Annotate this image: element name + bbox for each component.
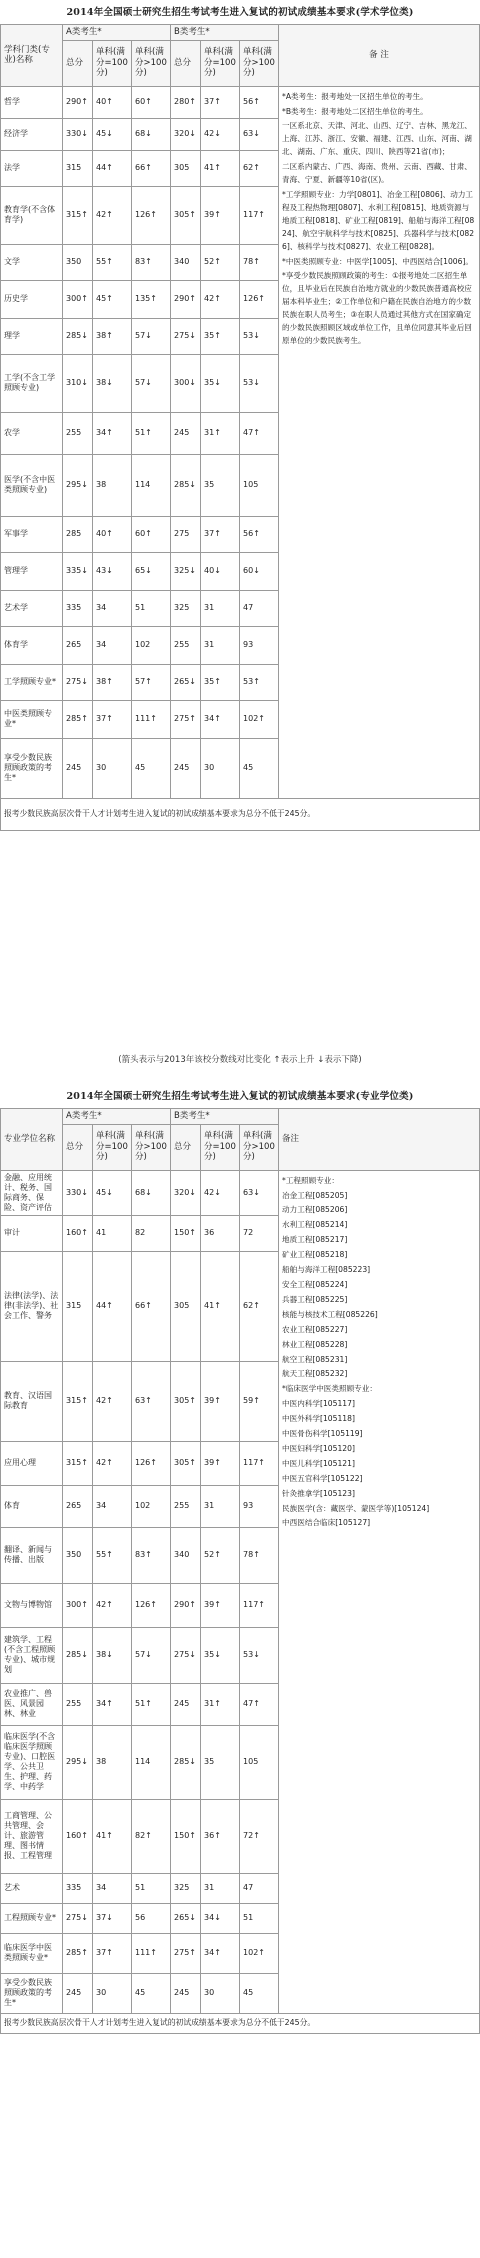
b-single-gt-cell: 78↑: [240, 1527, 279, 1583]
category-cell: 理学: [1, 318, 63, 354]
b-single-le-cell: 31↑: [201, 1683, 240, 1725]
category-cell: 翻译、新闻与传播、出版: [1, 1527, 63, 1583]
a-single-le-cell: 55↑: [93, 1527, 132, 1583]
b-single-le-cell: 31: [201, 626, 240, 664]
b-single-le-cell: 35: [201, 454, 240, 516]
b-single-gt-cell: 45: [240, 1973, 279, 2013]
footer-note: 报考少数民族高层次骨干人才计划考生进入复试的初试成绩基本要求为总分不低于245分。: [1, 798, 480, 830]
category-cell: 体育: [1, 1485, 63, 1527]
b-single-le-cell: 35↓: [201, 354, 240, 412]
a-total-header: 总分: [63, 40, 93, 86]
a-single-le-cell: 45↓: [93, 118, 132, 150]
b-total-cell: 320↓: [171, 118, 201, 150]
a-single-gt-cell: 126↑: [132, 186, 171, 244]
category-cell: 法学: [1, 150, 63, 186]
b-single-le-header: 单科(满分=100分): [201, 1124, 240, 1170]
note-line: 二区系内蒙古、广西、海南、贵州、云南、西藏、甘肃、青海、宁夏、新疆等10省(区)。: [282, 162, 472, 185]
a-single-gt-cell: 60↑: [132, 86, 171, 118]
academic-table: [0, 24, 480, 831]
b-single-gt-cell: 53↓: [240, 1627, 279, 1683]
a-single-gt-cell: 114: [132, 454, 171, 516]
a-single-le-cell: 34: [93, 1485, 132, 1527]
b-single-le-cell: 41↑: [201, 1251, 240, 1361]
b-single-le-cell: 30: [201, 738, 240, 798]
b-single-le-cell: 31: [201, 1485, 240, 1527]
a-total-cell: 350: [63, 1527, 93, 1583]
b-single-gt-cell: 117↑: [240, 186, 279, 244]
a-single-le-cell: 43↓: [93, 552, 132, 590]
a-single-gt-cell: 45: [132, 738, 171, 798]
b-single-le-cell: 42↑: [201, 280, 240, 318]
a-total-cell: 285: [63, 516, 93, 552]
a-total-cell: 315: [63, 150, 93, 186]
a-single-gt-cell: 56: [132, 1903, 171, 1933]
b-single-le-cell: 31: [201, 590, 240, 626]
a-total-cell: 300↑: [63, 1583, 93, 1627]
a-single-le-cell: 44↑: [93, 150, 132, 186]
note-line: 矿业工程[085218]: [282, 1250, 348, 1260]
b-total-cell: 305↑: [171, 186, 201, 244]
a-single-gt-cell: 65↓: [132, 552, 171, 590]
category-cell: 工学照顾专业*: [1, 664, 63, 700]
b-single-le-cell: 37↑: [201, 516, 240, 552]
a-single-gt-cell: 83↑: [132, 244, 171, 280]
b-single-gt-cell: 45: [240, 738, 279, 798]
b-single-le-cell: 34↓: [201, 1903, 240, 1933]
a-single-gt-cell: 60↑: [132, 516, 171, 552]
a-single-gt-cell: 111↑: [132, 1933, 171, 1973]
b-single-gt-cell: 62↑: [240, 150, 279, 186]
note-header: 备注: [279, 1109, 480, 1171]
b-single-le-cell: 35: [201, 1725, 240, 1799]
b-total-cell: 305: [171, 150, 201, 186]
a-single-le-header: 单科(满分=100分): [93, 1124, 132, 1170]
a-total-cell: 295↓: [63, 1725, 93, 1799]
b-total-cell: 255: [171, 1485, 201, 1527]
b-single-gt-cell: 117↑: [240, 1441, 279, 1485]
category-cell: 艺术学: [1, 590, 63, 626]
a-total-cell: 335: [63, 590, 93, 626]
a-single-le-cell: 34↑: [93, 412, 132, 454]
b-single-le-cell: 36↑: [201, 1799, 240, 1873]
note-line: 航空工程[085231]: [282, 1354, 348, 1364]
b-single-gt-header: 单科(满分>100分): [240, 40, 279, 86]
a-total-cell: 255: [63, 412, 93, 454]
note-line: 核能与核技术工程[085226]: [282, 1309, 378, 1319]
b-single-gt-cell: 105: [240, 454, 279, 516]
zone-b-header: B类考生*: [171, 1109, 279, 1125]
b-single-gt-cell: 56↑: [240, 516, 279, 552]
a-total-cell: 335↓: [63, 552, 93, 590]
professional-table: [0, 1108, 480, 2034]
zone-a-header: A类考生*: [63, 1109, 171, 1125]
b-single-le-cell: 37↑: [201, 86, 240, 118]
a-total-cell: 350: [63, 244, 93, 280]
a-total-cell: 285↑: [63, 1933, 93, 1973]
b-single-gt-cell: 93: [240, 1485, 279, 1527]
zone-a-header: A类考生*: [63, 25, 171, 41]
a-single-gt-cell: 57↑: [132, 664, 171, 700]
b-single-gt-cell: 102↑: [240, 700, 279, 738]
a-single-le-cell: 42↑: [93, 1441, 132, 1485]
a-single-gt-cell: 51↑: [132, 412, 171, 454]
a-total-cell: 285↑: [63, 700, 93, 738]
a-total-cell: 335: [63, 1873, 93, 1903]
category-cell: 艺术: [1, 1873, 63, 1903]
a-total-cell: 285↓: [63, 318, 93, 354]
category-cell: 军事学: [1, 516, 63, 552]
category-cell: 农业推广、兽医、风景园林、林业: [1, 1683, 63, 1725]
a-single-le-cell: 34: [93, 1873, 132, 1903]
category-cell: 工商管理、公共管理、会计、旅游管理、图书情报、工程管理: [1, 1799, 63, 1873]
category-cell: 应用心理: [1, 1441, 63, 1485]
b-total-cell: 305: [171, 1251, 201, 1361]
a-total-cell: 160↑: [63, 1215, 93, 1251]
a-single-gt-cell: 45: [132, 1973, 171, 2013]
a-single-le-cell: 38↓: [93, 354, 132, 412]
a-total-cell: 315: [63, 1251, 93, 1361]
category-cell: 医学(不含中医类照顾专业): [1, 454, 63, 516]
category-cell: 工程照顾专业*: [1, 1903, 63, 1933]
b-total-cell: 320↓: [171, 1170, 201, 1215]
a-total-cell: 275↓: [63, 1903, 93, 1933]
note-line: 水利工程[085214]: [282, 1220, 348, 1230]
category-cell: 中医类照顾专业*: [1, 700, 63, 738]
a-single-gt-cell: 82: [132, 1215, 171, 1251]
a-single-gt-cell: 51↑: [132, 1683, 171, 1725]
category-cell: 教育、汉语国际教育: [1, 1361, 63, 1441]
note-line: 冶金工程[085205]: [282, 1190, 348, 1200]
footer-row: [1, 2013, 480, 2033]
b-single-gt-cell: 47↑: [240, 412, 279, 454]
a-single-le-cell: 55↑: [93, 244, 132, 280]
a-single-le-cell: 38↑: [93, 318, 132, 354]
a-single-le-cell: 30: [93, 1973, 132, 2013]
b-total-cell: 290↑: [171, 1583, 201, 1627]
category-cell: 审计: [1, 1215, 63, 1251]
category-cell: 建筑学、工程(不含工程照顾专业)、城市规划: [1, 1627, 63, 1683]
a-total-cell: 300↑: [63, 280, 93, 318]
b-single-gt-cell: 63↓: [240, 1170, 279, 1215]
a-single-gt-cell: 57↓: [132, 318, 171, 354]
note-line: 动力工程[085206]: [282, 1205, 348, 1215]
a-single-le-cell: 42↑: [93, 1361, 132, 1441]
a-total-cell: 245: [63, 1973, 93, 2013]
table-row: [1, 1170, 480, 1215]
note-line: 针灸推拿学[105123]: [282, 1488, 355, 1498]
a-total-cell: 290↑: [63, 86, 93, 118]
b-single-gt-cell: 59↑: [240, 1361, 279, 1441]
b-total-cell: 305↑: [171, 1361, 201, 1441]
a-single-le-cell: 41↑: [93, 1799, 132, 1873]
note-line: *工学照顾专业：力学[0801]、冶金工程[0806]、动力工程及工程热物理[0807]、水利工程[0815]、地质资源与地质工程[0818]、矿业工程[0819]、船舶与海洋工程[0824]、航空宇航科学与技术[0825]、兵器科学与技术[0826]、核科学与技术[0827]、农业工程[0828]。: [282, 189, 475, 251]
academic-title: 2014年全国硕士研究生招生考试考生进入复试的初试成绩基本要求(学术学位类): [66, 7, 414, 18]
b-single-le-cell: 42↓: [201, 1170, 240, 1215]
a-single-gt-cell: 126↑: [132, 1441, 171, 1485]
professional-title: 2014年全国硕士研究生招生考试考生进入复试的初试成绩基本要求(专业学位类): [66, 1091, 414, 1102]
a-single-gt-cell: 111↑: [132, 700, 171, 738]
a-single-le-cell: 41: [93, 1215, 132, 1251]
note-line: 中医儿科学[105121]: [282, 1458, 355, 1468]
b-single-gt-cell: 62↑: [240, 1251, 279, 1361]
b-single-gt-cell: 53↓: [240, 354, 279, 412]
b-single-le-cell: 31↑: [201, 412, 240, 454]
category-cell: 金融、应用统计、税务、国际商务、保险、资产评估: [1, 1170, 63, 1215]
b-total-cell: 325: [171, 1873, 201, 1903]
category-cell: 体育学: [1, 626, 63, 664]
note-line: 农业工程[085227]: [282, 1324, 348, 1334]
category-cell: 管理学: [1, 552, 63, 590]
b-single-le-cell: 41↑: [201, 150, 240, 186]
a-total-cell: 315↑: [63, 1361, 93, 1441]
b-single-le-header: 单科(满分=100分): [201, 40, 240, 86]
b-total-cell: 265↓: [171, 664, 201, 700]
b-total-cell: 150↑: [171, 1215, 201, 1251]
a-single-gt-header: 单科(满分>100分): [132, 1124, 171, 1170]
b-total-cell: 245: [171, 738, 201, 798]
a-single-le-cell: 30: [93, 738, 132, 798]
a-single-le-header: 单科(满分=100分): [93, 40, 132, 86]
a-total-cell: 255: [63, 1683, 93, 1725]
a-total-cell: 330↓: [63, 1170, 93, 1215]
b-total-cell: 325: [171, 590, 201, 626]
b-single-le-cell: 34↑: [201, 1933, 240, 1973]
note-line: *工程照顾专业：: [282, 1175, 339, 1185]
b-single-gt-cell: 63↓: [240, 118, 279, 150]
footer-row: [1, 798, 480, 830]
note-line: *中医类照顾专业：中医学[1005]、中西医结合[1006]。: [282, 256, 474, 266]
b-total-cell: 285↓: [171, 1725, 201, 1799]
b-single-gt-cell: 56↑: [240, 86, 279, 118]
b-single-gt-cell: 102↑: [240, 1933, 279, 1973]
category-header: 专业学位名称: [1, 1109, 63, 1171]
b-single-le-cell: 39↑: [201, 1441, 240, 1485]
b-single-gt-cell: 47↑: [240, 1683, 279, 1725]
note-line: 民族医学(含：藏医学、蒙医学等)[105124]: [282, 1503, 430, 1513]
a-single-gt-cell: 83↑: [132, 1527, 171, 1583]
b-total-cell: 325↓: [171, 552, 201, 590]
b-single-gt-header: 单科(满分>100分): [240, 1124, 279, 1170]
a-single-gt-cell: 82↑: [132, 1799, 171, 1873]
b-total-cell: 275↑: [171, 700, 201, 738]
note-line: 船舶与海洋工程[085223]: [282, 1265, 371, 1275]
a-single-le-cell: 38: [93, 1725, 132, 1799]
b-total-cell: 275↓: [171, 1627, 201, 1683]
a-single-le-cell: 45↑: [93, 280, 132, 318]
b-single-le-cell: 30: [201, 1973, 240, 2013]
b-total-cell: 150↑: [171, 1799, 201, 1873]
b-single-gt-cell: 53↓: [240, 318, 279, 354]
a-single-le-cell: 45↓: [93, 1170, 132, 1215]
legend-text: (箭头表示与2013年该校分数线对比变化 ↑表示上升 ↓表示下降): [118, 1055, 362, 1065]
category-cell: 文物与博物馆: [1, 1583, 63, 1627]
category-cell: 经济学: [1, 118, 63, 150]
a-total-cell: 160↑: [63, 1799, 93, 1873]
category-header: 学科门类(专业)名称: [1, 25, 63, 87]
a-single-le-cell: 34↑: [93, 1683, 132, 1725]
b-single-le-cell: 35↑: [201, 318, 240, 354]
b-total-cell: 285↓: [171, 454, 201, 516]
b-single-le-cell: 52↑: [201, 1527, 240, 1583]
a-single-gt-cell: 126↑: [132, 1583, 171, 1627]
b-single-gt-cell: 93: [240, 626, 279, 664]
b-single-le-cell: 39↑: [201, 1583, 240, 1627]
a-total-cell: 245: [63, 738, 93, 798]
b-single-gt-cell: 47: [240, 1873, 279, 1903]
b-single-le-cell: 35↓: [201, 1627, 240, 1683]
b-total-cell: 245: [171, 412, 201, 454]
category-cell: 临床医学(不含临床医学照顾专业)、口腔医学、公共卫生、护理、药学、中药学: [1, 1725, 63, 1799]
note-line: 中医外科学[105118]: [282, 1414, 355, 1424]
note-line: 航天工程[085232]: [282, 1369, 348, 1379]
note-line: 中医五官科学[105122]: [282, 1473, 363, 1483]
a-single-le-cell: 38↑: [93, 664, 132, 700]
b-single-le-cell: 39↑: [201, 1361, 240, 1441]
note-line: 地质工程[085217]: [282, 1235, 348, 1245]
a-single-le-cell: 40↑: [93, 516, 132, 552]
note-line: *临床医学中医类照顾专业：: [282, 1384, 377, 1394]
b-total-cell: 275↑: [171, 1933, 201, 1973]
a-total-cell: 310↓: [63, 354, 93, 412]
a-single-gt-cell: 102: [132, 1485, 171, 1527]
notes-cell: [279, 86, 480, 798]
category-cell: 哲学: [1, 86, 63, 118]
a-single-le-cell: 37↑: [93, 700, 132, 738]
b-total-cell: 340: [171, 1527, 201, 1583]
a-single-gt-cell: 57↓: [132, 1627, 171, 1683]
b-single-gt-cell: 78↑: [240, 244, 279, 280]
note-line: 中医妇科学[105120]: [282, 1443, 355, 1453]
category-cell: 历史学: [1, 280, 63, 318]
table-row: [1, 86, 480, 118]
category-cell: 享受少数民族照顾政策的考生*: [1, 738, 63, 798]
note-line: 安全工程[085224]: [282, 1279, 348, 1289]
b-single-le-cell: 39↑: [201, 186, 240, 244]
a-total-cell: 285↓: [63, 1627, 93, 1683]
b-single-le-cell: 36: [201, 1215, 240, 1251]
note-line: 中医内科学[105117]: [282, 1399, 355, 1409]
b-total-cell: 265↓: [171, 1903, 201, 1933]
a-single-le-cell: 34: [93, 590, 132, 626]
a-single-gt-cell: 66↑: [132, 150, 171, 186]
b-single-le-cell: 34↑: [201, 700, 240, 738]
note-line: 兵器工程[085225]: [282, 1294, 348, 1304]
b-single-le-cell: 52↑: [201, 244, 240, 280]
b-total-cell: 305↑: [171, 1441, 201, 1485]
a-single-le-cell: 37↑: [93, 1933, 132, 1973]
b-single-gt-cell: 72↑: [240, 1799, 279, 1873]
a-total-cell: 315↑: [63, 1441, 93, 1485]
notes-cell: [279, 1170, 480, 2013]
b-single-le-cell: 31: [201, 1873, 240, 1903]
b-total-cell: 290↑: [171, 280, 201, 318]
footer-note: 报考少数民族高层次骨干人才计划考生进入复试的初试成绩基本要求为总分不低于245分。: [1, 2013, 480, 2033]
a-total-cell: 330↓: [63, 118, 93, 150]
category-cell: 享受少数民族照顾政策的考生*: [1, 1973, 63, 2013]
category-cell: 法律(法学)、法律(非法学)、社会工作、警务: [1, 1251, 63, 1361]
b-total-cell: 340: [171, 244, 201, 280]
a-total-header: 总分: [63, 1124, 93, 1170]
b-total-header: 总分: [171, 40, 201, 86]
a-single-gt-cell: 57↓: [132, 354, 171, 412]
a-single-gt-cell: 114: [132, 1725, 171, 1799]
b-single-gt-cell: 105: [240, 1725, 279, 1799]
a-single-gt-cell: 68↓: [132, 1170, 171, 1215]
b-single-gt-cell: 72: [240, 1215, 279, 1251]
a-single-gt-cell: 102: [132, 626, 171, 664]
category-cell: 农学: [1, 412, 63, 454]
note-line: 中西医结合临床[105127]: [282, 1518, 371, 1528]
b-total-cell: 280↑: [171, 86, 201, 118]
b-single-gt-cell: 47: [240, 590, 279, 626]
a-single-gt-cell: 63↑: [132, 1361, 171, 1441]
a-single-le-cell: 42↑: [93, 1583, 132, 1627]
note-line: *B类考生：报考地处二区招生单位的考生。: [282, 106, 428, 116]
a-total-cell: 275↓: [63, 664, 93, 700]
a-total-cell: 265: [63, 1485, 93, 1527]
a-single-le-cell: 42↑: [93, 186, 132, 244]
b-single-le-cell: 42↓: [201, 118, 240, 150]
category-cell: 临床医学中医类照顾专业*: [1, 1933, 63, 1973]
category-cell: 文学: [1, 244, 63, 280]
b-total-cell: 245: [171, 1683, 201, 1725]
a-total-cell: 295↓: [63, 454, 93, 516]
note-line: *享受少数民族照顾政策的考生：①报考地处二区招生单位，且毕业后在民族自治地方就业的少数民族普通高校应届本科毕业生；②工作单位和户籍在民族自治地方的少数民族在职人员考生；③在职人员通过其他方式在国家确定的少数民族照顾区域或单位工作，且单位同意其毕业后回原单位的少数民族考生。: [282, 271, 472, 345]
b-single-gt-cell: 53↑: [240, 664, 279, 700]
a-single-le-cell: 38↓: [93, 1627, 132, 1683]
a-total-cell: 265: [63, 626, 93, 664]
b-total-cell: 275: [171, 516, 201, 552]
b-total-header: 总分: [171, 1124, 201, 1170]
b-total-cell: 275↓: [171, 318, 201, 354]
note-line: 中医骨伤科学[105119]: [282, 1429, 363, 1439]
category-cell: 教育学(不含体育学): [1, 186, 63, 244]
note-line: *A类考生：报考地处一区招生单位的考生。: [282, 91, 428, 101]
b-single-gt-cell: 51: [240, 1903, 279, 1933]
b-single-gt-cell: 126↑: [240, 280, 279, 318]
a-single-gt-cell: 51: [132, 590, 171, 626]
a-single-gt-cell: 66↑: [132, 1251, 171, 1361]
b-single-gt-cell: 60↓: [240, 552, 279, 590]
note-header: 备 注: [279, 25, 480, 87]
note-line: 一区系北京、天津、河北、山西、辽宁、吉林、黑龙江、上海、江苏、浙江、安徽、福建、江西、山东、河南、湖北、湖南、广东、重庆、四川、陕西等21省(市)；: [282, 121, 472, 157]
a-single-le-cell: 40↑: [93, 86, 132, 118]
a-single-le-cell: 44↑: [93, 1251, 132, 1361]
note-line: 林业工程[085228]: [282, 1339, 348, 1349]
a-single-le-cell: 37↓: [93, 1903, 132, 1933]
a-single-gt-header: 单科(满分>100分): [132, 40, 171, 86]
b-single-le-cell: 35↑: [201, 664, 240, 700]
a-single-le-cell: 34: [93, 626, 132, 664]
b-single-gt-cell: 117↑: [240, 1583, 279, 1627]
a-single-gt-cell: 68↓: [132, 118, 171, 150]
b-single-le-cell: 40↓: [201, 552, 240, 590]
b-total-cell: 245: [171, 1973, 201, 2013]
zone-b-header: B类考生*: [171, 25, 279, 41]
a-total-cell: 315↑: [63, 186, 93, 244]
a-single-gt-cell: 135↑: [132, 280, 171, 318]
category-cell: 工学(不含工学照顾专业): [1, 354, 63, 412]
b-total-cell: 300↓: [171, 354, 201, 412]
a-single-le-cell: 38: [93, 454, 132, 516]
b-total-cell: 255: [171, 626, 201, 664]
a-single-gt-cell: 51: [132, 1873, 171, 1903]
